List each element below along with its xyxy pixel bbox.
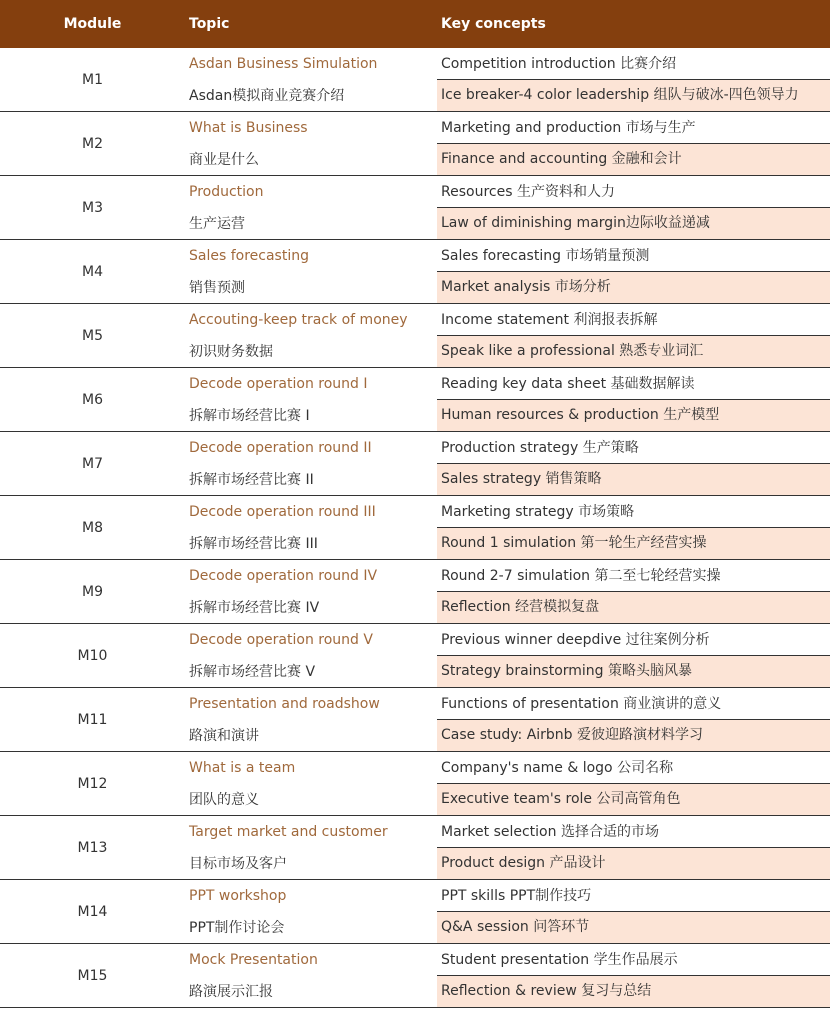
topic-cell [185,304,437,367]
topic-english: Decode operation round I [189,376,368,392]
module-code: M14 [77,903,108,920]
topic-chinese: 初识财务数据 [189,343,273,360]
key-concepts-cell [437,624,830,687]
key-concept-secondary: Human resources & production 生产模型 [437,400,830,431]
topic-cell [185,48,437,111]
table-row [0,560,830,624]
topic-english: PPT workshop [189,888,287,904]
module-code: M12 [77,775,108,792]
topic-english: Sales forecasting [189,248,309,264]
module-code: M2 [82,135,103,152]
topic-chinese: 拆解市场经营比赛 III [189,535,318,552]
topic-english: Mock Presentation [189,952,318,968]
module-code: M13 [77,839,108,856]
header-module: Module [63,16,122,32]
table-row [0,240,830,304]
key-concepts-cell [437,304,830,367]
key-concept-secondary: Market analysis 市场分析 [437,272,830,303]
key-concepts-cell [437,432,830,495]
key-concept-secondary: Q&A session 问答环节 [437,912,830,943]
topic-cell [185,752,437,815]
topic-chinese: PPT制作讨论会 [189,919,285,936]
key-concept-secondary: Ice breaker-4 color leadership 组队与破冰-四色领导力 [437,80,830,111]
key-concept-primary: Marketing strategy 市场策略 [437,496,830,528]
table-row [0,880,830,944]
topic-chinese: 拆解市场经营比赛 I [189,407,310,424]
table-row [0,688,830,752]
key-concepts-cell [437,240,830,303]
topic-english: Production [189,184,264,200]
topic-chinese: 拆解市场经营比赛 IV [189,599,320,616]
table-body [0,48,830,1008]
module-code: M10 [77,647,108,664]
key-concepts-cell [437,880,830,943]
module-code: M1 [82,71,103,88]
key-concept-primary: Round 2-7 simulation 第二至七轮经营实操 [437,560,830,592]
key-concepts-cell [437,944,830,1007]
table-header [0,0,830,48]
topic-cell [185,560,437,623]
key-concept-secondary: Reflection & review 复习与总结 [437,976,830,1007]
topic-cell [185,816,437,879]
key-concepts-cell [437,752,830,815]
topic-cell [185,368,437,431]
topic-english: Decode operation round V [189,632,373,648]
topic-chinese: 商业是什么 [189,151,259,168]
key-concepts-cell [437,688,830,751]
topic-cell [185,688,437,751]
key-concept-primary: Previous winner deepdive 过往案例分析 [437,624,830,656]
key-concept-secondary: Product design 产品设计 [437,848,830,879]
table-row [0,944,830,1008]
key-concepts-cell [437,48,830,111]
table-row [0,112,830,176]
key-concept-primary: Income statement 利润报表拆解 [437,304,830,336]
key-concept-primary: Student presentation 学生作品展示 [437,944,830,976]
key-concept-primary: Market selection 选择合适的市场 [437,816,830,848]
table-row [0,48,830,112]
table-row [0,624,830,688]
header-topic: Topic [189,16,230,32]
key-concept-secondary: Case study: Airbnb 爱彼迎路演材料学习 [437,720,830,751]
key-concept-secondary: Law of diminishing margin边际收益递减 [437,208,830,239]
topic-cell [185,112,437,175]
topic-chinese: 销售预测 [189,279,245,296]
key-concept-secondary: Reflection 经营模拟复盘 [437,592,830,623]
key-concept-primary: Company's name & logo 公司名称 [437,752,830,784]
table-row [0,432,830,496]
topic-cell [185,880,437,943]
key-concepts-cell [437,176,830,239]
key-concept-secondary: Speak like a professional 熟悉专业词汇 [437,336,830,367]
topic-english: What is a team [189,760,296,776]
key-concept-secondary: Sales strategy 销售策略 [437,464,830,495]
topic-chinese: 目标市场及客户 [189,855,287,872]
module-code: M3 [82,199,103,216]
topic-english: Target market and customer [189,824,388,840]
key-concept-primary: Resources 生产资料和人力 [437,176,830,208]
key-concept-primary: Reading key data sheet 基础数据解读 [437,368,830,400]
table-row [0,176,830,240]
topic-cell [185,176,437,239]
table-row [0,496,830,560]
topic-chinese: 团队的意义 [189,791,259,808]
topic-english: Accouting-keep track of money [189,312,408,328]
key-concepts-cell [437,496,830,559]
table-row [0,752,830,816]
key-concept-primary: Competition introduction 比赛介绍 [437,48,830,80]
key-concept-primary: PPT skills PPT制作技巧 [437,880,830,912]
topic-english: What is Business [189,120,308,136]
topic-chinese: 生产运营 [189,215,245,232]
table-row [0,368,830,432]
key-concepts-cell [437,816,830,879]
topic-chinese: Asdan模拟商业竞赛介绍 [189,87,345,104]
key-concept-primary: Sales forecasting 市场销量预测 [437,240,830,272]
table-row [0,816,830,880]
module-code: M7 [82,455,103,472]
topic-english: Presentation and roadshow [189,696,380,712]
topic-chinese: 拆解市场经营比赛 II [189,471,314,488]
module-code: M9 [82,583,103,600]
key-concept-secondary: Round 1 simulation 第一轮生产经营实操 [437,528,830,559]
key-concepts-cell [437,368,830,431]
key-concepts-cell [437,560,830,623]
key-concept-primary: Functions of presentation 商业演讲的意义 [437,688,830,720]
topic-cell [185,944,437,1007]
table-row [0,304,830,368]
module-code: M5 [82,327,103,344]
module-code: M11 [77,711,108,728]
topic-chinese: 路演和演讲 [189,727,259,744]
key-concept-primary: Production strategy 生产策略 [437,432,830,464]
module-code: M15 [77,967,108,984]
topic-cell [185,432,437,495]
key-concept-primary: Marketing and production 市场与生产 [437,112,830,144]
module-code: M4 [82,263,103,280]
topic-cell [185,496,437,559]
key-concept-secondary: Finance and accounting 金融和会计 [437,144,830,175]
module-code: M8 [82,519,103,536]
topic-english: Decode operation round IV [189,568,378,584]
topic-english: Decode operation round III [189,504,376,520]
topic-english: Asdan Business Simulation [189,56,378,72]
topic-cell [185,240,437,303]
key-concepts-cell [437,112,830,175]
key-concept-secondary: Strategy brainstorming 策略头脑风暴 [437,656,830,687]
topic-english: Decode operation round II [189,440,372,456]
topic-chinese: 拆解市场经营比赛 V [189,663,316,680]
topic-cell [185,624,437,687]
header-key-concepts: Key concepts [441,16,546,32]
module-code: M6 [82,391,103,408]
topic-chinese: 路演展示汇报 [189,983,273,1000]
key-concept-secondary: Executive team's role 公司高管角色 [437,784,830,815]
